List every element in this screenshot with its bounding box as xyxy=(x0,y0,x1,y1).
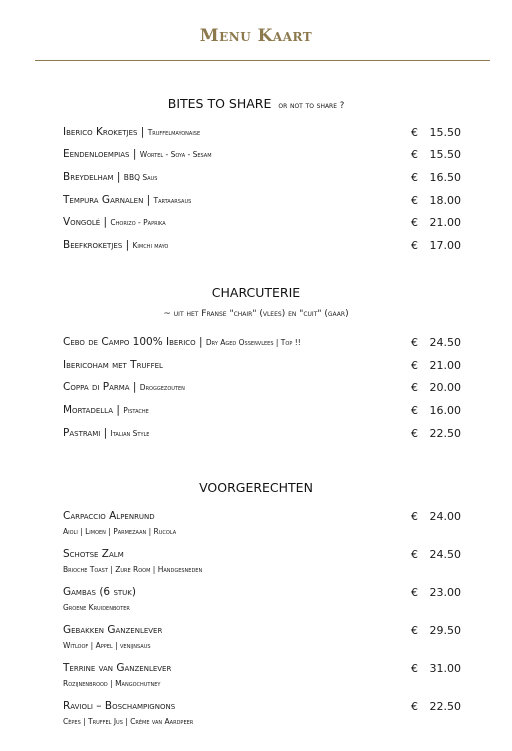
item-description: Wortel - Soya - Sesam xyxy=(139,150,212,159)
item-name: Ravioli – Boschampignons xyxy=(63,700,176,712)
currency-symbol: € xyxy=(411,359,418,372)
item-description: Dry Aged Ossenvlees | Top !! xyxy=(205,338,301,347)
item-price: 20.00 xyxy=(429,381,461,394)
item-name: Gambas (6 stuk) xyxy=(63,586,136,598)
item-name: Ibericoham met Truffel xyxy=(63,359,163,371)
menu-item xyxy=(63,548,461,574)
menu-item: Pastrami | Italian Style € 22.50 xyxy=(63,427,461,440)
menu-item: Cebo de Campo 100% Iberico | Dry Aged Ossenvlees | Top !! € 24.50 xyxy=(63,336,461,349)
section-heading-voorgerechten xyxy=(0,480,512,495)
menu-item xyxy=(63,624,461,650)
menu-item xyxy=(63,359,461,374)
currency-symbol: € xyxy=(411,427,418,440)
item-price: 17.00 xyxy=(429,239,461,252)
item-description: Rozijnenbrood | Mangochutney xyxy=(63,679,161,688)
menu-item: Iberico Kroketjes | Truffelmayonaise € 15.50 xyxy=(63,126,461,139)
item-price: 24.00 xyxy=(429,510,461,523)
currency-symbol: € xyxy=(411,662,418,675)
item-price: 29.50 xyxy=(429,624,461,637)
section-subtitle: or not to share ? xyxy=(278,101,345,111)
item-price: 16.00 xyxy=(429,404,461,417)
currency-symbol: € xyxy=(411,148,418,161)
item-name: Coppa di Parma xyxy=(63,381,130,393)
item-name: Iberico Kroketjes xyxy=(63,126,138,138)
menu-item xyxy=(63,662,461,688)
item-description: Pistache xyxy=(123,406,149,415)
item-name: Tempura Garnalen xyxy=(63,194,144,206)
item-price: 15.50 xyxy=(429,148,461,161)
currency-symbol: € xyxy=(411,239,418,252)
item-name: Cebo de Campo 100% Iberico xyxy=(63,336,196,348)
currency-symbol: € xyxy=(411,216,418,229)
currency-symbol: € xyxy=(411,510,418,523)
menu-item: Eendenloempias | Wortel - Soya - Sesam € 15.50 xyxy=(63,148,461,161)
item-description: Italian Style xyxy=(110,429,150,438)
item-description: Brioche Toast | Zure Room | Handgesneden xyxy=(63,565,203,574)
currency-symbol: € xyxy=(411,404,418,417)
menu-item: Breydelham | BBQ Saus € 16.50 xyxy=(63,171,461,184)
item-price: 22.50 xyxy=(429,700,461,713)
item-name: Vongolé xyxy=(63,216,101,228)
menu-item: Vongolé | Chorizo - Paprika € 21.00 xyxy=(63,216,461,229)
menu-item xyxy=(63,510,461,536)
title-divider xyxy=(35,60,490,61)
item-description: Cèpes | Truffel Jus | Crème van Aardpeer xyxy=(63,717,194,726)
menu-item: Tempura Garnalen | Tartaarsaus € 18.00 xyxy=(63,194,461,207)
item-description: Groene Kruidenboter xyxy=(63,603,130,612)
section-title: BITES TO SHARE xyxy=(167,96,272,111)
section-title: VOORGERECHTEN xyxy=(199,480,313,495)
item-name: Carpaccio Alpenrund xyxy=(63,510,155,522)
item-name: Schotse Zalm xyxy=(63,548,124,560)
currency-symbol: € xyxy=(411,336,418,349)
currency-symbol: € xyxy=(411,586,418,599)
item-description: Witloof | Appel | venijnsaus xyxy=(63,641,151,650)
item-description: BBQ Saus xyxy=(123,173,158,182)
item-description: Tartaarsaus xyxy=(153,196,192,205)
menu-item xyxy=(63,586,461,612)
item-description: Chorizo - Paprika xyxy=(110,218,166,227)
currency-symbol: € xyxy=(411,700,418,713)
item-price: 15.50 xyxy=(429,126,461,139)
item-price: 24.50 xyxy=(429,548,461,561)
currency-symbol: € xyxy=(411,381,418,394)
item-price: 21.00 xyxy=(429,216,461,229)
currency-symbol: € xyxy=(411,548,418,561)
item-description: Truffelmayonaise xyxy=(147,128,201,137)
item-description: Aioli | Limoen | Parmezaan | Rucola xyxy=(63,527,177,536)
item-price: 18.00 xyxy=(429,194,461,207)
menu-title: Menu Kaart xyxy=(199,26,313,46)
item-price: 31.00 xyxy=(429,662,461,675)
currency-symbol: € xyxy=(411,171,418,184)
item-name: Eendenloempias xyxy=(63,148,130,160)
menu-item: Mortadella | Pistache € 16.00 xyxy=(63,404,461,417)
item-name: Pastrami xyxy=(63,427,101,439)
section-heading-charcuterie xyxy=(0,285,512,300)
section-heading-bites xyxy=(0,96,512,111)
item-price: 23.00 xyxy=(429,586,461,599)
item-price: 16.50 xyxy=(429,171,461,184)
item-name: Beefkroketjes xyxy=(63,239,123,251)
menu-item: Beefkroketjes | Kimchi mayo € 17.00 xyxy=(63,239,461,252)
item-name: Terrine van Ganzenlever xyxy=(63,662,172,674)
item-price: 21.00 xyxy=(429,359,461,372)
item-name: Gebakken Ganzenlever xyxy=(63,624,163,636)
currency-symbol: € xyxy=(411,194,418,207)
item-name: Breydelham xyxy=(63,171,114,183)
item-description: Droggezouten xyxy=(139,383,185,392)
section-title: CHARCUTERIE xyxy=(211,285,301,300)
item-description: Kimchi mayo xyxy=(132,241,169,250)
item-price: 22.50 xyxy=(429,427,461,440)
menu-item: Coppa di Parma | Droggezouten € 20.00 xyxy=(63,381,461,394)
currency-symbol: € xyxy=(411,624,418,637)
section-note: ~ uit het Franse "chair" (vlees) en "cuit" (gaar) xyxy=(163,309,349,319)
menu-item xyxy=(63,700,461,726)
currency-symbol: € xyxy=(411,126,418,139)
item-name: Mortadella xyxy=(63,404,114,416)
item-price: 24.50 xyxy=(429,336,461,349)
